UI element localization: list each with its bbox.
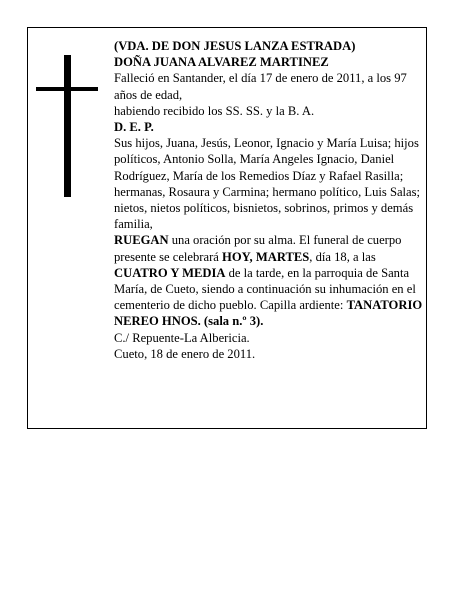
sacraments-line: habiendo recibido los SS. SS. y la B. A. — [114, 103, 315, 118]
widow-of-line: (VDA. DE DON JESUS LANZA ESTRADA) — [114, 39, 356, 53]
death-statement: Falleció en Santander, el día 17 de enero de 2011, a los 97 años de edad, — [114, 71, 407, 102]
family-paragraph: Sus hijos, Juana, Jesús, Leonor, Ignacio y María Luisa; hijos políticos, Antonio Solla, María Angeles Ignacio, Daniel Rodríguez, María de los Remedios Díaz y Rafael Rasilla; hermanas, Rosaura y Carmina; hermano político, Luis Salas; nietos, nietos políticos, bisnietos, sobrinos, primos y demás familia, — [114, 136, 421, 232]
chapel-name: TANATORIO NEREO HNOS. (sala n.º 3). — [114, 298, 423, 329]
deceased-name: DOÑA JUANA ALVAREZ MARTINEZ — [114, 55, 329, 70]
request-bold: RUEGAN — [114, 233, 169, 248]
place-date: Cueto, 18 de enero de 2011. — [114, 346, 256, 361]
funeral-time: CUATRO Y MEDIA — [114, 265, 226, 280]
cross-icon — [36, 55, 98, 197]
cross-horizontal-bar — [36, 87, 98, 91]
funeral-place-text: de la tarde, en la parroquia de Santa María, de Cueto, siendo a continuación su inhumación en el cementerio de dicho pueblo. Capilla ardiente: — [114, 265, 416, 313]
obituary-text — [114, 38, 426, 362]
request-text: una oración por su alma. El funeral de cuerpo presente se celebrará — [114, 233, 402, 264]
chapel-address: C./ Repuente-La Albericia. — [114, 330, 250, 345]
rip-line: D. E. P. — [114, 120, 154, 135]
funeral-day: HOY, MARTES — [222, 249, 310, 264]
funeral-paragraph — [114, 232, 426, 329]
funeral-day-text: , día 18, a las — [309, 249, 376, 264]
cross-vertical-bar — [64, 55, 71, 197]
